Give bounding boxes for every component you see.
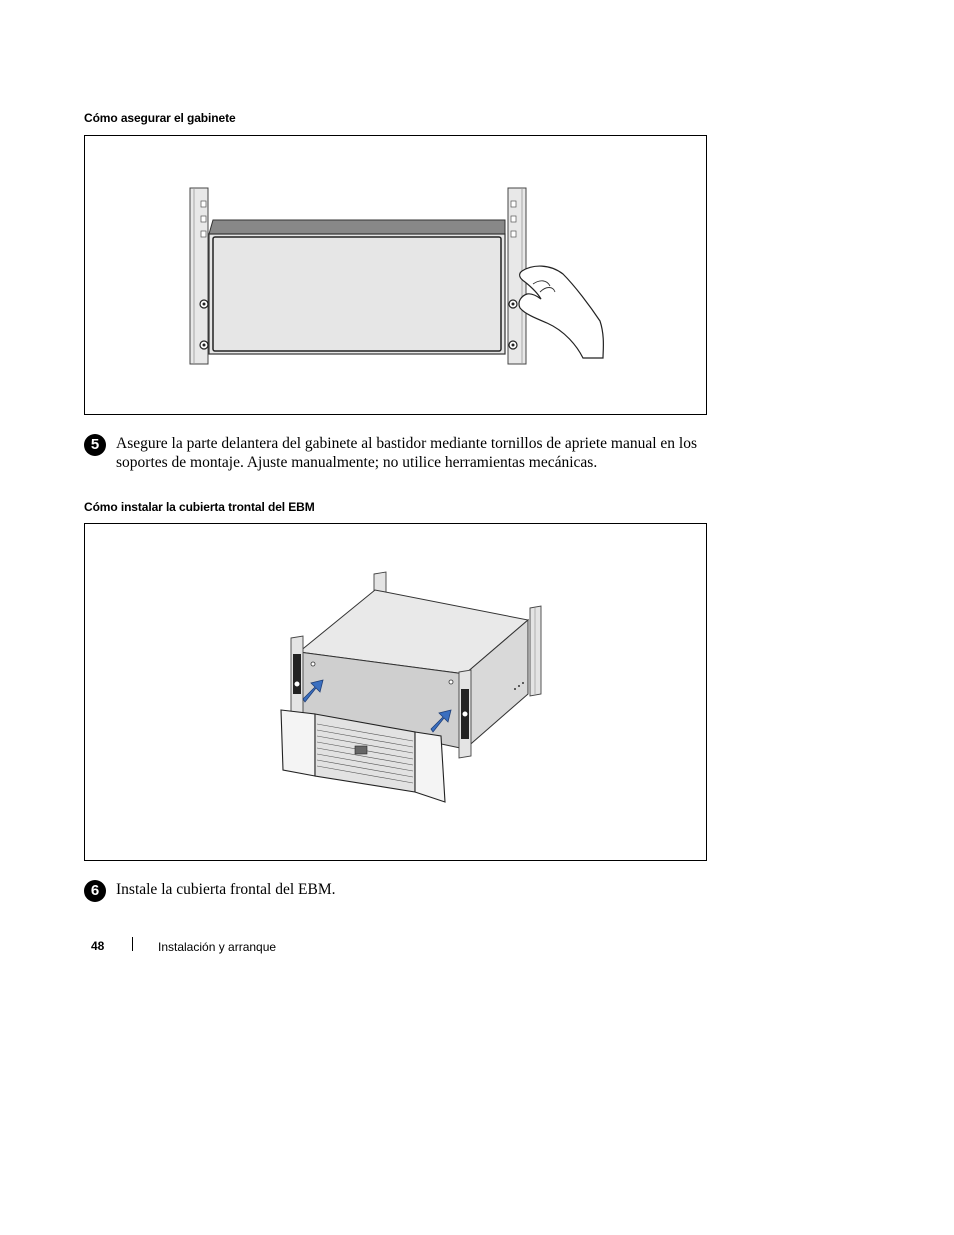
secure-cabinet-illustration <box>85 136 708 416</box>
step-number-badge: 5 <box>84 434 106 456</box>
section-heading-install-cover: Cómo instalar la cubierta trontal del EBM <box>84 500 315 514</box>
step-6-instruction: Instale la cubierta frontal del EBM. <box>116 881 336 898</box>
step-number-badge: 6 <box>84 880 106 902</box>
hand-illustration <box>519 266 603 358</box>
install-cover-illustration <box>85 524 708 862</box>
page-number: 48 <box>91 939 105 953</box>
left-rack-rail <box>190 188 208 364</box>
step-5-instruction: Asegure la parte delantera del gabinete al bastidor mediante tornillos de apriete manual en los soportes de montaje. Ajuste manualmente; no utilice herramientas mecánicas. <box>116 435 698 471</box>
cabinet <box>209 220 505 354</box>
figure-install-cover <box>84 523 707 861</box>
figure-secure-cabinet <box>84 135 707 415</box>
footer-divider <box>132 937 133 951</box>
footer-chapter-title: Instalación y arranque <box>158 940 277 954</box>
section-heading-secure-cabinet: Cómo asegurar el gabinete <box>84 111 236 125</box>
